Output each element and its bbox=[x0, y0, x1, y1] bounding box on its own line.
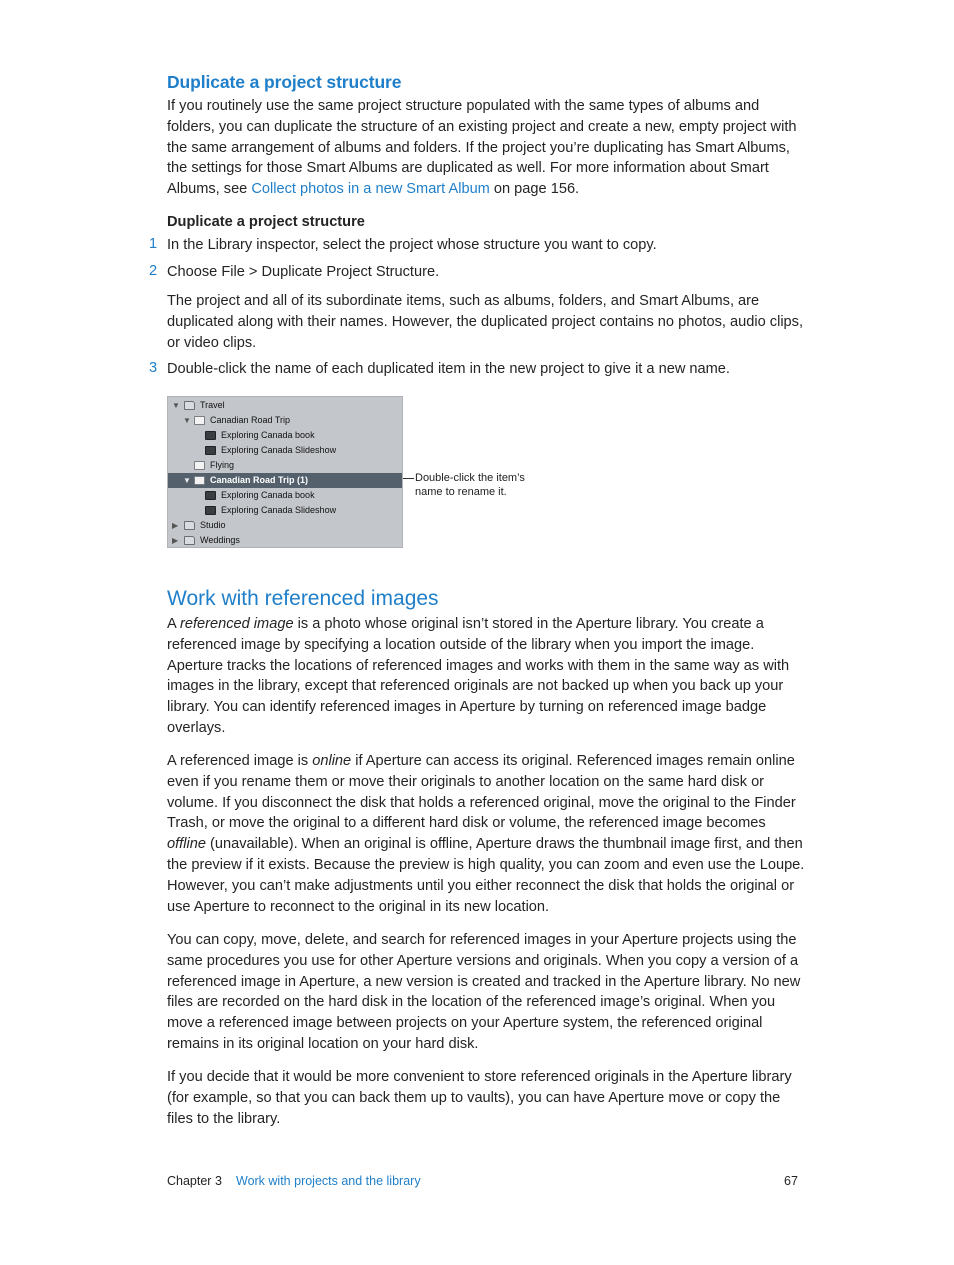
callout-line bbox=[403, 478, 414, 479]
footer-chapter: Chapter 3 bbox=[167, 1174, 222, 1188]
disclosure-closed-icon[interactable]: ▶ bbox=[172, 521, 179, 530]
folder-icon bbox=[184, 521, 195, 530]
step-text-3: Double-click the name of each duplicated item in the new project to give it a new name. bbox=[167, 361, 730, 377]
step-number-3: 3 bbox=[149, 360, 158, 376]
library-row-exploring-slideshow[interactable] bbox=[168, 443, 402, 458]
slideshow-icon bbox=[205, 506, 216, 515]
p2-term-online: online bbox=[312, 753, 352, 769]
folder-icon bbox=[184, 536, 195, 545]
library-row-label: Travel bbox=[200, 400, 225, 410]
callout-text: Double-click the item’s name to rename it. bbox=[415, 472, 525, 498]
library-row-studio[interactable] bbox=[168, 518, 402, 533]
footer-chapter-link[interactable]: Work with projects and the library bbox=[236, 1174, 421, 1188]
library-row-label: Exploring Canada Slideshow bbox=[221, 505, 337, 515]
library-inspector-panel bbox=[167, 396, 403, 548]
p1-text-a: A bbox=[167, 616, 180, 632]
project-icon bbox=[194, 461, 205, 470]
intro-page-ref: on page 156. bbox=[489, 181, 580, 198]
referenced-paragraph-2 bbox=[167, 751, 807, 917]
library-row-label: Canadian Road Trip bbox=[210, 415, 291, 425]
p1-text-b: is a photo whose original isn’t stored in the Aperture library. You create a referenced image by specifying a location outside of the library when you import the image. Aperture tracks the locations of referenced images and works with them in the same way as with images in the library, except that referenced originals are not backed up when you back up your library. You can identify referenced images in Aperture by turning on referenced image badge overlays. bbox=[167, 616, 790, 736]
library-row-exploring-slideshow-copy[interactable] bbox=[168, 503, 402, 518]
library-row-canadian-road-trip-copy[interactable] bbox=[168, 473, 402, 488]
task-title: Duplicate a project structure bbox=[167, 214, 365, 230]
disclosure-open-icon[interactable]: ▼ bbox=[183, 416, 191, 425]
library-row-label: Exploring Canada Slideshow bbox=[221, 445, 337, 455]
disclosure-open-icon[interactable]: ▼ bbox=[172, 401, 180, 410]
section-heading-referenced: Work with referenced images bbox=[167, 587, 439, 610]
p2-text-c: (unavailable). When an original is offline, Aperture draws the thumbnail image first, and then the preview if it exists. Because the preview is high quality, you can zoom and even use the Loupe. However, you can’t make adjustments until you either reconnect the disk that holds the original or use Aperture to reconnect to the original in its new location. bbox=[167, 836, 805, 915]
p1-term: referenced image bbox=[179, 616, 294, 632]
library-row-label: Exploring Canada book bbox=[221, 430, 315, 440]
smart-album-link[interactable]: Collect photos in a new Smart Album bbox=[251, 181, 490, 198]
step-text-1: In the Library inspector, select the project whose structure you want to copy. bbox=[167, 237, 657, 253]
step-2-note: The project and all of its subordinate items, such as albums, folders, and Smart Albums, are duplicated along with their names. However, the duplicated project contains no photos, audio clips, or video clips. bbox=[167, 293, 804, 351]
project-icon bbox=[194, 476, 205, 485]
library-row-label: Weddings bbox=[200, 535, 240, 545]
referenced-paragraph-3: You can copy, move, delete, and search for referenced images in your Aperture projects using the same procedures you use for other Aperture versions and originals. When you copy a version of a referenced image in Aperture, a new version is created and tracked in the Aperture library. No new files are recorded on the hard disk in the location of the referenced image’s original. When you move a referenced image between projects on your Aperture system, the referenced original remains in its original location on your hard disk. bbox=[167, 932, 801, 1052]
library-row-label: Flying bbox=[210, 460, 235, 470]
step-number-2: 2 bbox=[149, 263, 158, 279]
step-text-2: Choose File > Duplicate Project Structure. bbox=[167, 264, 440, 280]
folder-icon bbox=[184, 401, 195, 410]
library-row-exploring-book[interactable] bbox=[168, 428, 402, 443]
referenced-paragraph-1 bbox=[167, 614, 807, 739]
library-row-label: Studio bbox=[200, 520, 226, 530]
library-row-weddings[interactable] bbox=[168, 533, 402, 548]
library-row-label: Exploring Canada book bbox=[221, 490, 315, 500]
intro-text: If you routinely use the same project structure populated with the same types of albums and folders, you can duplicate the structure of an existing project and create a new, empty project with the same arrangement of albums and folders. If the project you’re duplicating has Smart Albums, the settings for those Smart Albums are duplicated as well. For more information about Smart Albums, see bbox=[167, 98, 797, 198]
book-album-icon bbox=[205, 491, 216, 500]
p2-text-a: A referenced image is bbox=[167, 753, 313, 769]
step-number-1: 1 bbox=[149, 236, 158, 252]
library-row-canadian-road-trip[interactable] bbox=[168, 413, 402, 428]
intro-paragraph bbox=[167, 96, 807, 200]
book-album-icon bbox=[205, 431, 216, 440]
section-heading-duplicate: Duplicate a project structure bbox=[167, 72, 402, 92]
slideshow-icon bbox=[205, 446, 216, 455]
project-icon bbox=[194, 416, 205, 425]
referenced-paragraph-4: If you decide that it would be more convenient to store referenced originals in the Aperture library (for example, so that you can back them up to vaults), you can have Aperture move or copy the files to the library. bbox=[167, 1069, 792, 1127]
p2-term-offline: offline bbox=[167, 836, 206, 853]
p2-text-b: if Aperture can access its original. Referenced images remain online even if you rename them or move their originals to another location on the same hard disk or volume. If you disconnect the disk that holds a referenced original, move the original to the Finder Trash, or move the original to a different hard disk or volume, the referenced image becomes bbox=[167, 753, 796, 832]
library-row-label: Canadian Road Trip (1) bbox=[210, 475, 309, 485]
disclosure-closed-icon[interactable]: ▶ bbox=[172, 536, 179, 545]
library-row-exploring-book-copy[interactable] bbox=[168, 488, 402, 503]
disclosure-open-icon[interactable]: ▼ bbox=[183, 476, 191, 485]
page-number: 67 bbox=[784, 1174, 798, 1188]
library-row-flying[interactable] bbox=[168, 458, 402, 473]
library-row-travel[interactable] bbox=[168, 398, 402, 413]
